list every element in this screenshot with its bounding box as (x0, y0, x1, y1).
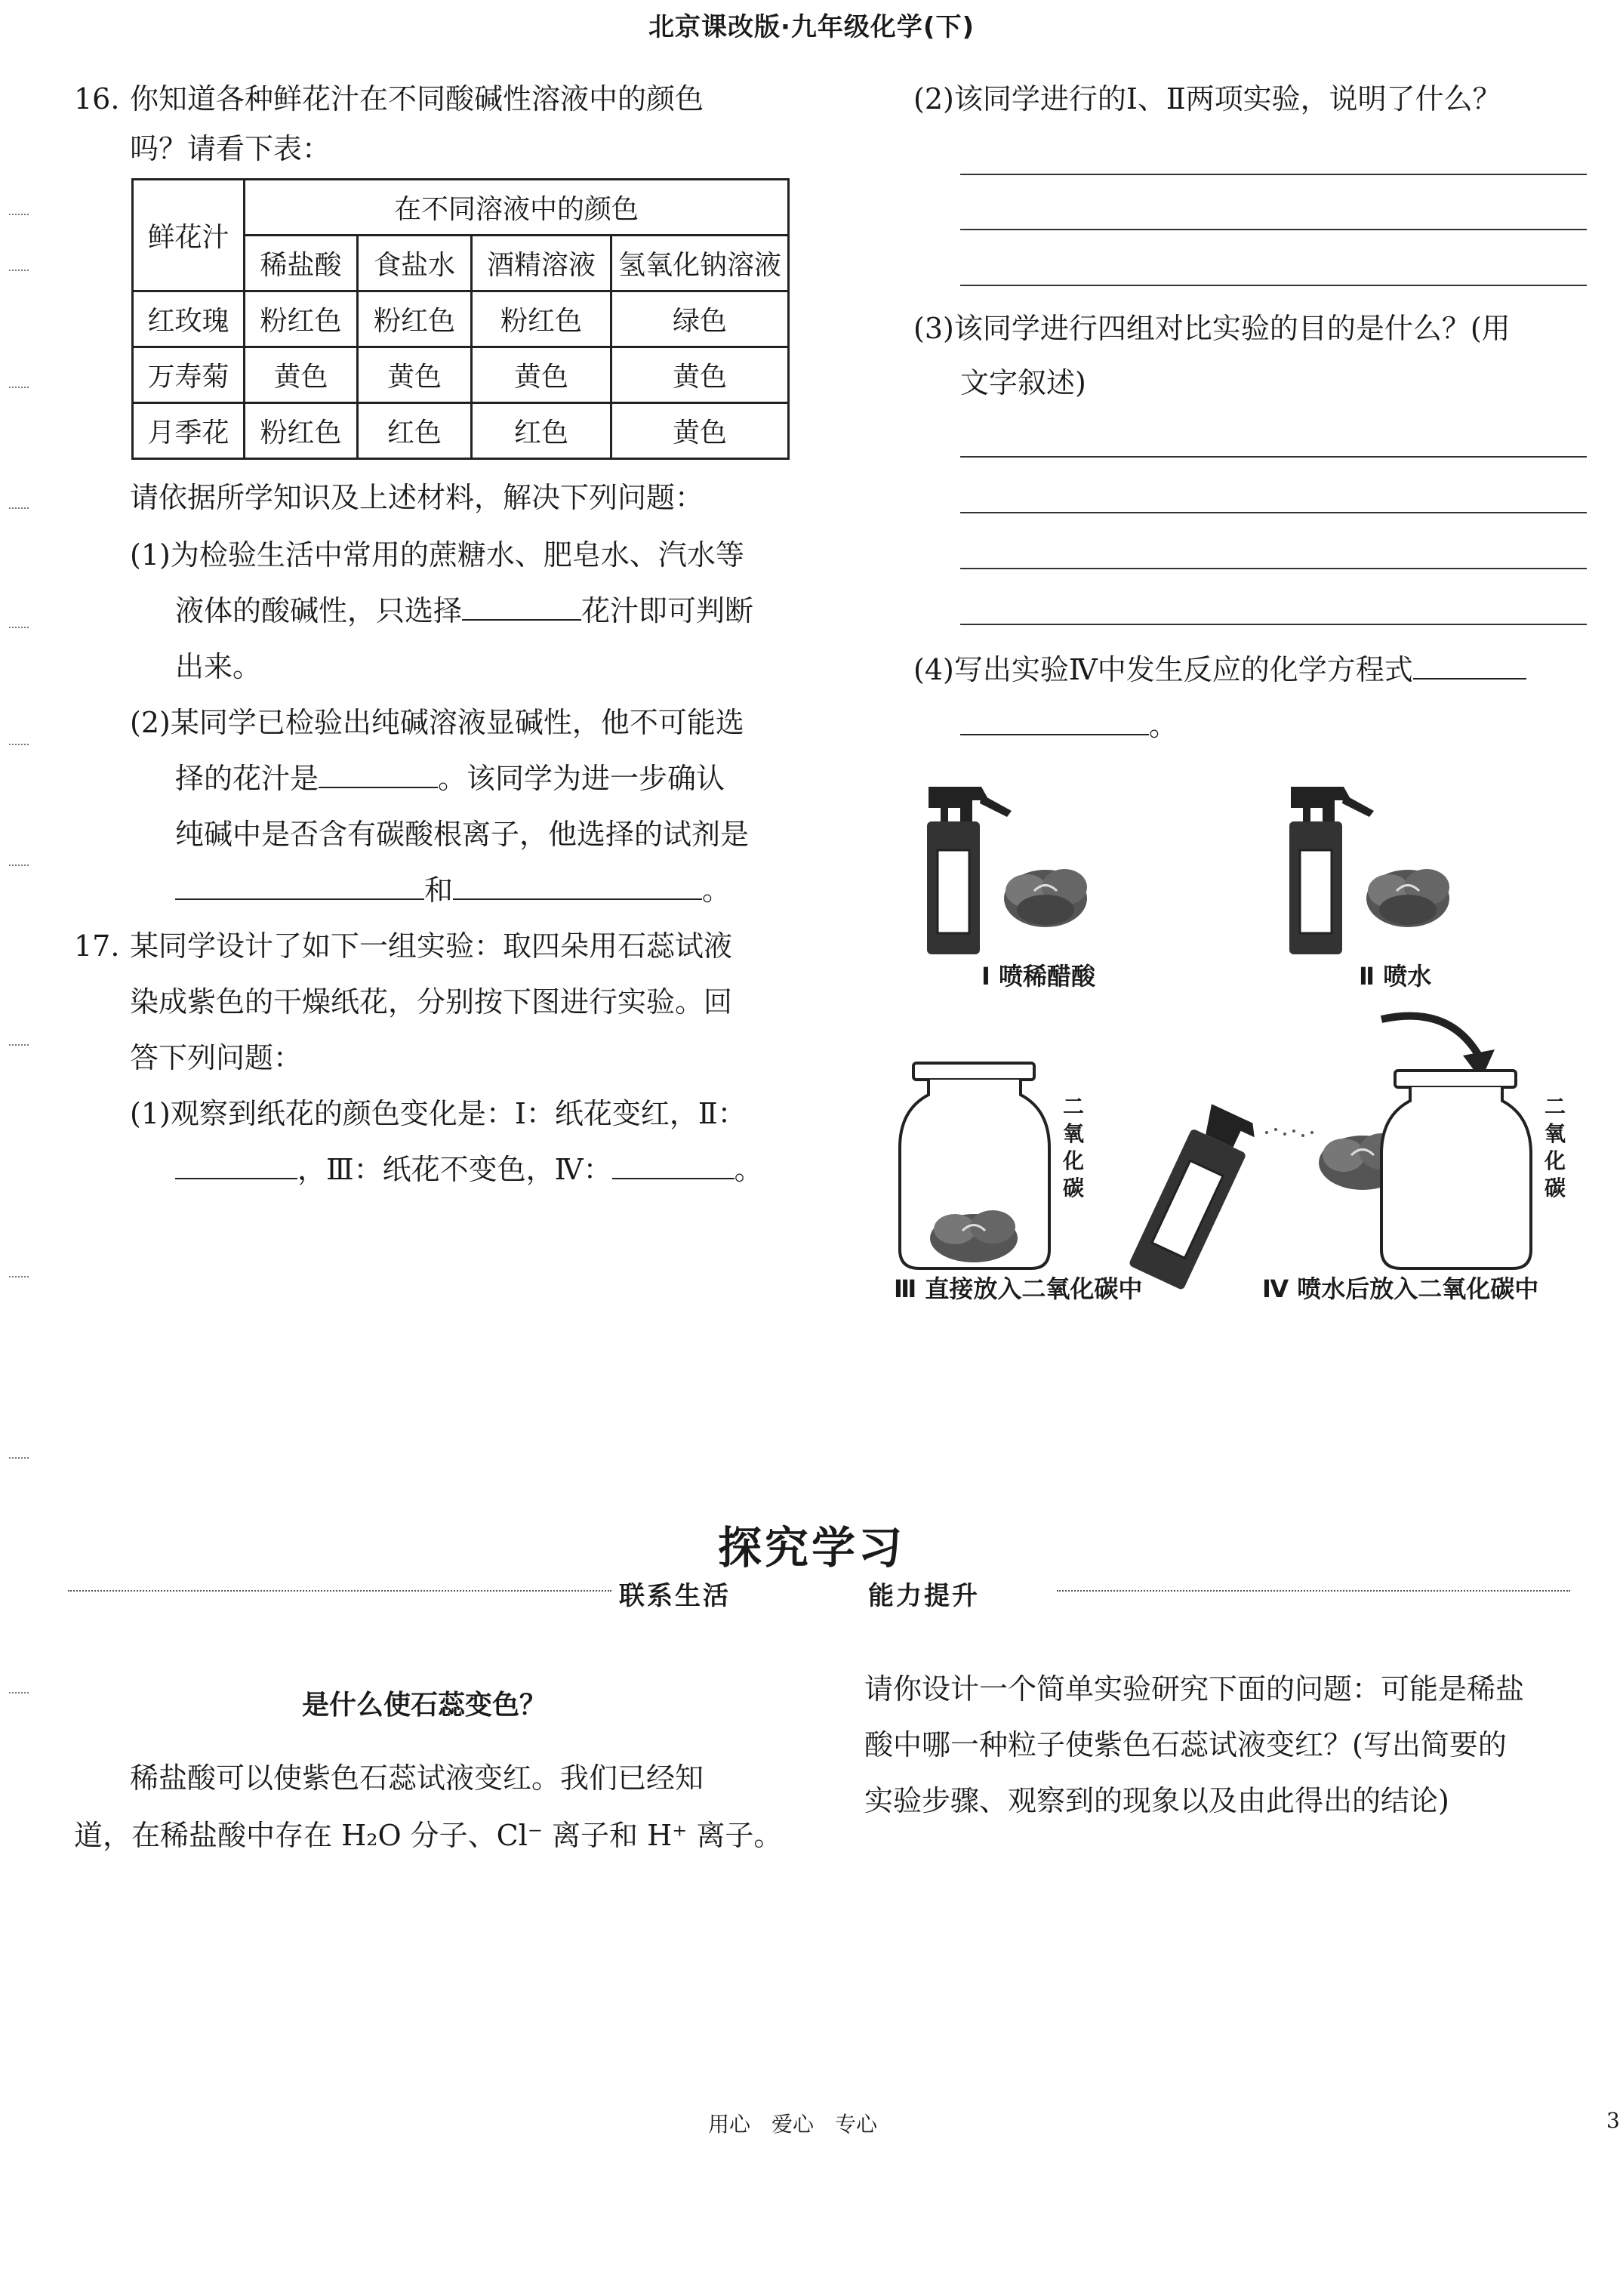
answer-blank[interactable] (175, 1152, 297, 1179)
inquiry-right-line2: 酸中哪一种粒子使紫色石蕊试液变红？(写出简要的 (864, 1728, 1507, 1761)
table-col-header: 氢氧化钠溶液 (611, 236, 789, 291)
table-row (133, 403, 789, 459)
answer-line[interactable] (960, 285, 1587, 286)
q17-part4-line1 (913, 642, 1526, 698)
inquiry-heading: 是什么使石蕊变色？ (302, 1690, 547, 1721)
gas-jar-icon (1381, 1071, 1531, 1268)
margin-mark (9, 1457, 29, 1459)
q17-part3-line2: 文字叙述) (960, 366, 1086, 399)
co2-label: 二 氧 化 碳 (1544, 1094, 1566, 1200)
margin-mark (9, 864, 29, 866)
table-cell: 黄色 (358, 347, 472, 403)
q16-part2-text-b: 。该同学为进一步确认 (438, 762, 725, 795)
margin-mark (9, 744, 29, 745)
and-text: 和 (424, 874, 454, 907)
inquiry-right-line3: 实验步骤、观察到的现象以及由此得出的结论) (864, 1784, 1449, 1817)
table-group-header: 在不同溶液中的颜色 (245, 180, 789, 236)
paper-flower-icon (1004, 869, 1087, 927)
answer-blank[interactable] (453, 873, 702, 900)
table-cell: 月季花 (133, 403, 245, 459)
answer-line[interactable] (960, 512, 1587, 513)
figure-caption-2: Ⅱ 喷水 (1359, 962, 1432, 991)
paper-flower-icon (1366, 869, 1449, 927)
answer-blank[interactable] (612, 1152, 735, 1179)
footer-motto: 用心 爱心 专心 (707, 2112, 877, 2137)
table-cell: 粉红色 (245, 403, 358, 459)
table-cell: 万寿菊 (133, 347, 245, 403)
table-cell: 红玫瑰 (133, 291, 245, 347)
margin-mark (9, 214, 29, 215)
page-header: 北京课改版·九年级化学(下) (648, 12, 975, 42)
table-cell: 红色 (472, 403, 611, 459)
answer-blank[interactable] (960, 708, 1149, 735)
answer-blank[interactable] (175, 873, 424, 900)
answer-line[interactable] (960, 624, 1587, 625)
margin-mark (9, 270, 29, 271)
table-cell: 黄色 (611, 347, 789, 403)
margin-mark (9, 1692, 29, 1693)
section-title: 探究学习 (717, 1522, 905, 1573)
q16-part2-line3: 纯碱中是否含有碳酸根离子，他选择的试剂是 (175, 818, 750, 851)
table-cell: 黄色 (245, 347, 358, 403)
q17-part2: (2)该同学进行的Ⅰ、Ⅱ两项实验，说明了什么？ (913, 82, 1501, 116)
q16-part2-line4 (175, 862, 731, 918)
q16-lead: 请依据所学知识及上述材料，解决下列问题： (130, 481, 704, 514)
margin-mark (9, 507, 29, 509)
q17-part4-line2 (960, 698, 1178, 754)
table-col-header: 稀盐酸 (245, 236, 358, 291)
q16-part2-line1: (2)某同学已检验出纯碱溶液显碱性，他不可能选 (130, 706, 744, 739)
table-cell: 粉红色 (358, 291, 472, 347)
q17-part1-line1: (1)观察到纸花的颜色变化是：Ⅰ：纸花变红，Ⅱ： (130, 1097, 747, 1130)
q16-part1-line3: 出来。 (175, 650, 262, 683)
table-col-header: 酒精溶液 (472, 236, 611, 291)
spray-bottle-icon (927, 787, 1012, 954)
page-number: 3 (1606, 2108, 1620, 2133)
answer-line[interactable] (960, 174, 1587, 175)
answer-line[interactable] (960, 568, 1587, 569)
inquiry-left-line2: 道，在稀盐酸中存在 H₂O 分子、Cl⁻ 离子和 H⁺ 离子。 (74, 1819, 783, 1852)
margin-mark (9, 1044, 29, 1046)
table-row-header: 鲜花汁 (133, 180, 245, 291)
margin-mark (9, 627, 29, 628)
q16-part1-text-a: 液体的酸碱性，只选择 (175, 594, 463, 627)
q16-intro-line2: 吗？请看下表： (130, 132, 331, 165)
table-row (133, 347, 789, 403)
table-row (133, 291, 789, 347)
inquiry-left-line1: 稀盐酸可以使紫色石蕊试液变红。我们已经知 (130, 1761, 704, 1795)
table-cell: 红色 (358, 403, 472, 459)
period-text: 。 (1149, 709, 1178, 742)
table-cell: 粉红色 (245, 291, 358, 347)
q16-part2-line2 (175, 750, 725, 806)
spray-mist (1265, 1128, 1313, 1137)
answer-blank[interactable] (1413, 652, 1526, 680)
answer-line[interactable] (960, 229, 1587, 230)
divider (1057, 1590, 1570, 1592)
period-text: 。 (702, 874, 731, 907)
q16-part1-line1: (1)为检验生活中常用的蔗糖水、肥皂水、汽水等 (130, 538, 744, 572)
margin-mark (9, 1276, 29, 1277)
q17-line2: 染成紫色的干燥纸花，分别按下图进行实验。回 (130, 985, 733, 1019)
flower-color-table (131, 178, 790, 460)
q16-intro-line1: 你知道各种鲜花汁在不同酸碱性溶液中的颜色 (130, 82, 704, 116)
q17-part1-line2 (175, 1142, 763, 1197)
q17-line3: 答下列问题： (130, 1041, 303, 1074)
q16-part1-text-b: 花汁即可判断 (581, 594, 754, 627)
q17-part1-mid: ，Ⅲ：纸花不变色，Ⅳ： (297, 1153, 612, 1186)
table-cell: 黄色 (472, 347, 611, 403)
answer-blank[interactable] (462, 593, 581, 621)
q17-part3-line1: (3)该同学进行四组对比实验的目的是什么？(用 (913, 312, 1511, 345)
answer-blank[interactable] (319, 761, 438, 788)
period-text: 。 (734, 1153, 763, 1186)
figure-caption-1: Ⅰ 喷稀醋酸 (981, 962, 1096, 991)
experiment-figures (898, 778, 1615, 1321)
section-subtitle-1: 联系生活 (619, 1581, 731, 1611)
spray-bottle-icon (1129, 1101, 1260, 1290)
table-cell: 粉红色 (472, 291, 611, 347)
section-subtitle-2: 能力提升 (868, 1581, 980, 1611)
table-cell: 黄色 (611, 403, 789, 459)
table-col-header: 食盐水 (358, 236, 472, 291)
q16-part1-line2 (175, 583, 753, 639)
co2-label: 二 氧 化 碳 (1062, 1094, 1084, 1200)
figure-caption-3: Ⅲ 直接放入二氧化碳中 (894, 1274, 1143, 1303)
q17-line1: 某同学设计了如下一组实验：取四朵用石蕊试液 (130, 929, 733, 963)
paper-flower-icon (930, 1210, 1018, 1262)
q17-part4-text: (4)写出实验Ⅳ中发生反应的化学方程式 (913, 653, 1413, 686)
inquiry-right-line1: 请你设计一个简单实验研究下面的问题：可能是稀盐 (864, 1672, 1525, 1706)
table-cell: 绿色 (611, 291, 789, 347)
margin-mark (9, 387, 29, 388)
figure-caption-4: Ⅳ 喷水后放入二氧化碳中 (1262, 1274, 1539, 1303)
spray-bottle-icon (1289, 787, 1374, 954)
q17-number: 17. (74, 929, 120, 963)
answer-line[interactable] (960, 456, 1587, 458)
q16-number: 16. (74, 82, 120, 116)
q16-part2-text-a: 择的花汁是 (175, 762, 319, 795)
divider (68, 1590, 611, 1592)
